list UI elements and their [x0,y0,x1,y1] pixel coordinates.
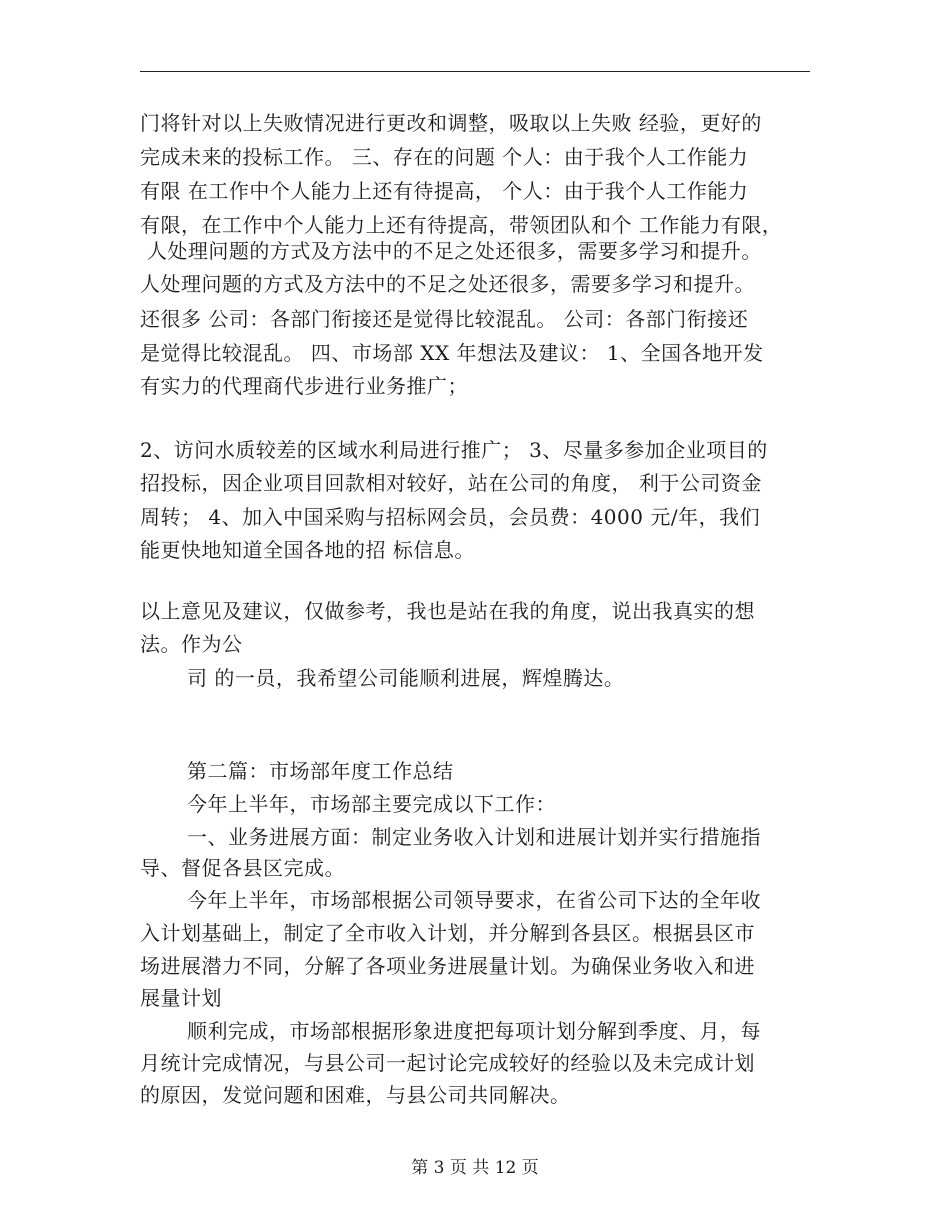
text-line: 一、业务进展方面：制定业务收入计划和进展计划并实行措施指 [187,825,761,849]
text-line: 入计划基础上，制定了全市收入计划，并分解到各县区。根据县区市 [140,921,755,945]
text-line: 导、督促各县区完成。 [140,856,345,880]
header-rule [140,71,810,72]
text-line: 以上意见及建议，仅做参考，我也是站在我的角度，说出我真实的想 [140,599,755,623]
text-line: 月统计完成情况，与县公司一起讨论完成较好的经验以及未完成计划 [140,1051,755,1075]
text-line: 的原因，发觉问题和困难，与县公司共同解决。 [140,1083,571,1107]
text-line: 还很多 公司：各部门衔接还是觉得比较混乱。 公司：各部门衔接还 [140,307,749,331]
text-line: 展量计划 [140,986,222,1010]
text-line: 司 的一员，我希望公司能顺利进展，辉煌腾达。 [187,666,625,690]
text-line: 顺利完成，市场部根据形象进度把每项计划分解到季度、月，每 [187,1019,761,1043]
text-line: 是觉得比较混乱。 四、市场部 XX 年想法及建议： 1、全国各地开发 [140,341,764,365]
text-line: 场进展潜力不同，分解了各项业务进展量计划。为确保业务收入和进 [140,954,755,978]
text-line: 人处理问题的方式及方法中的不足之处还很多，需要多学习和提升。 [140,272,755,296]
text-line: 今年上半年，市场部主要完成以下工作： [187,792,556,816]
text-line: 今年上半年，市场部根据公司领导要求，在省公司下达的全年收 [187,888,761,912]
text-line: 招投标，因企业项目回款相对较好，站在公司的角度， 利于公司资金 [140,471,762,495]
text-line: 完成未来的投标工作。 三、存在的问题 个人：由于我个人工作能力 [140,145,749,169]
text-line: 法。作为公 [140,632,243,656]
page-number: 第 3 页 共 12 页 [411,1158,539,1178]
text-line: 人处理问题的方式及方法中的不足之处还很多，需要多学习和提升。 [140,239,762,263]
text-line: 有实力的代理商代步进行业务推广； [140,374,468,398]
text-line: 周转； 4、加入中国采购与招标网会员，会员费：4000 元/年，我们 [140,505,761,529]
text-line: 能更快地知道全国各地的招 标信息。 [140,538,475,562]
section-title: 第二篇：市场部年度工作总结 [187,759,454,783]
text-line: 2、访问水质较差的区域水利局进行推广； 3、尽量多参加企业项目的 [140,438,768,462]
text-line: 门将针对以上失败情况进行更改和调整，吸取以上失败 经验，更好的 [140,111,762,135]
text-line: 有限，在工作中个人能力上还有待提高，带领团队和个 工作能力有限， [140,213,783,237]
text-line: 有限 在工作中个人能力上还有待提高， 个人：由于我个人工作能力 [140,179,749,203]
